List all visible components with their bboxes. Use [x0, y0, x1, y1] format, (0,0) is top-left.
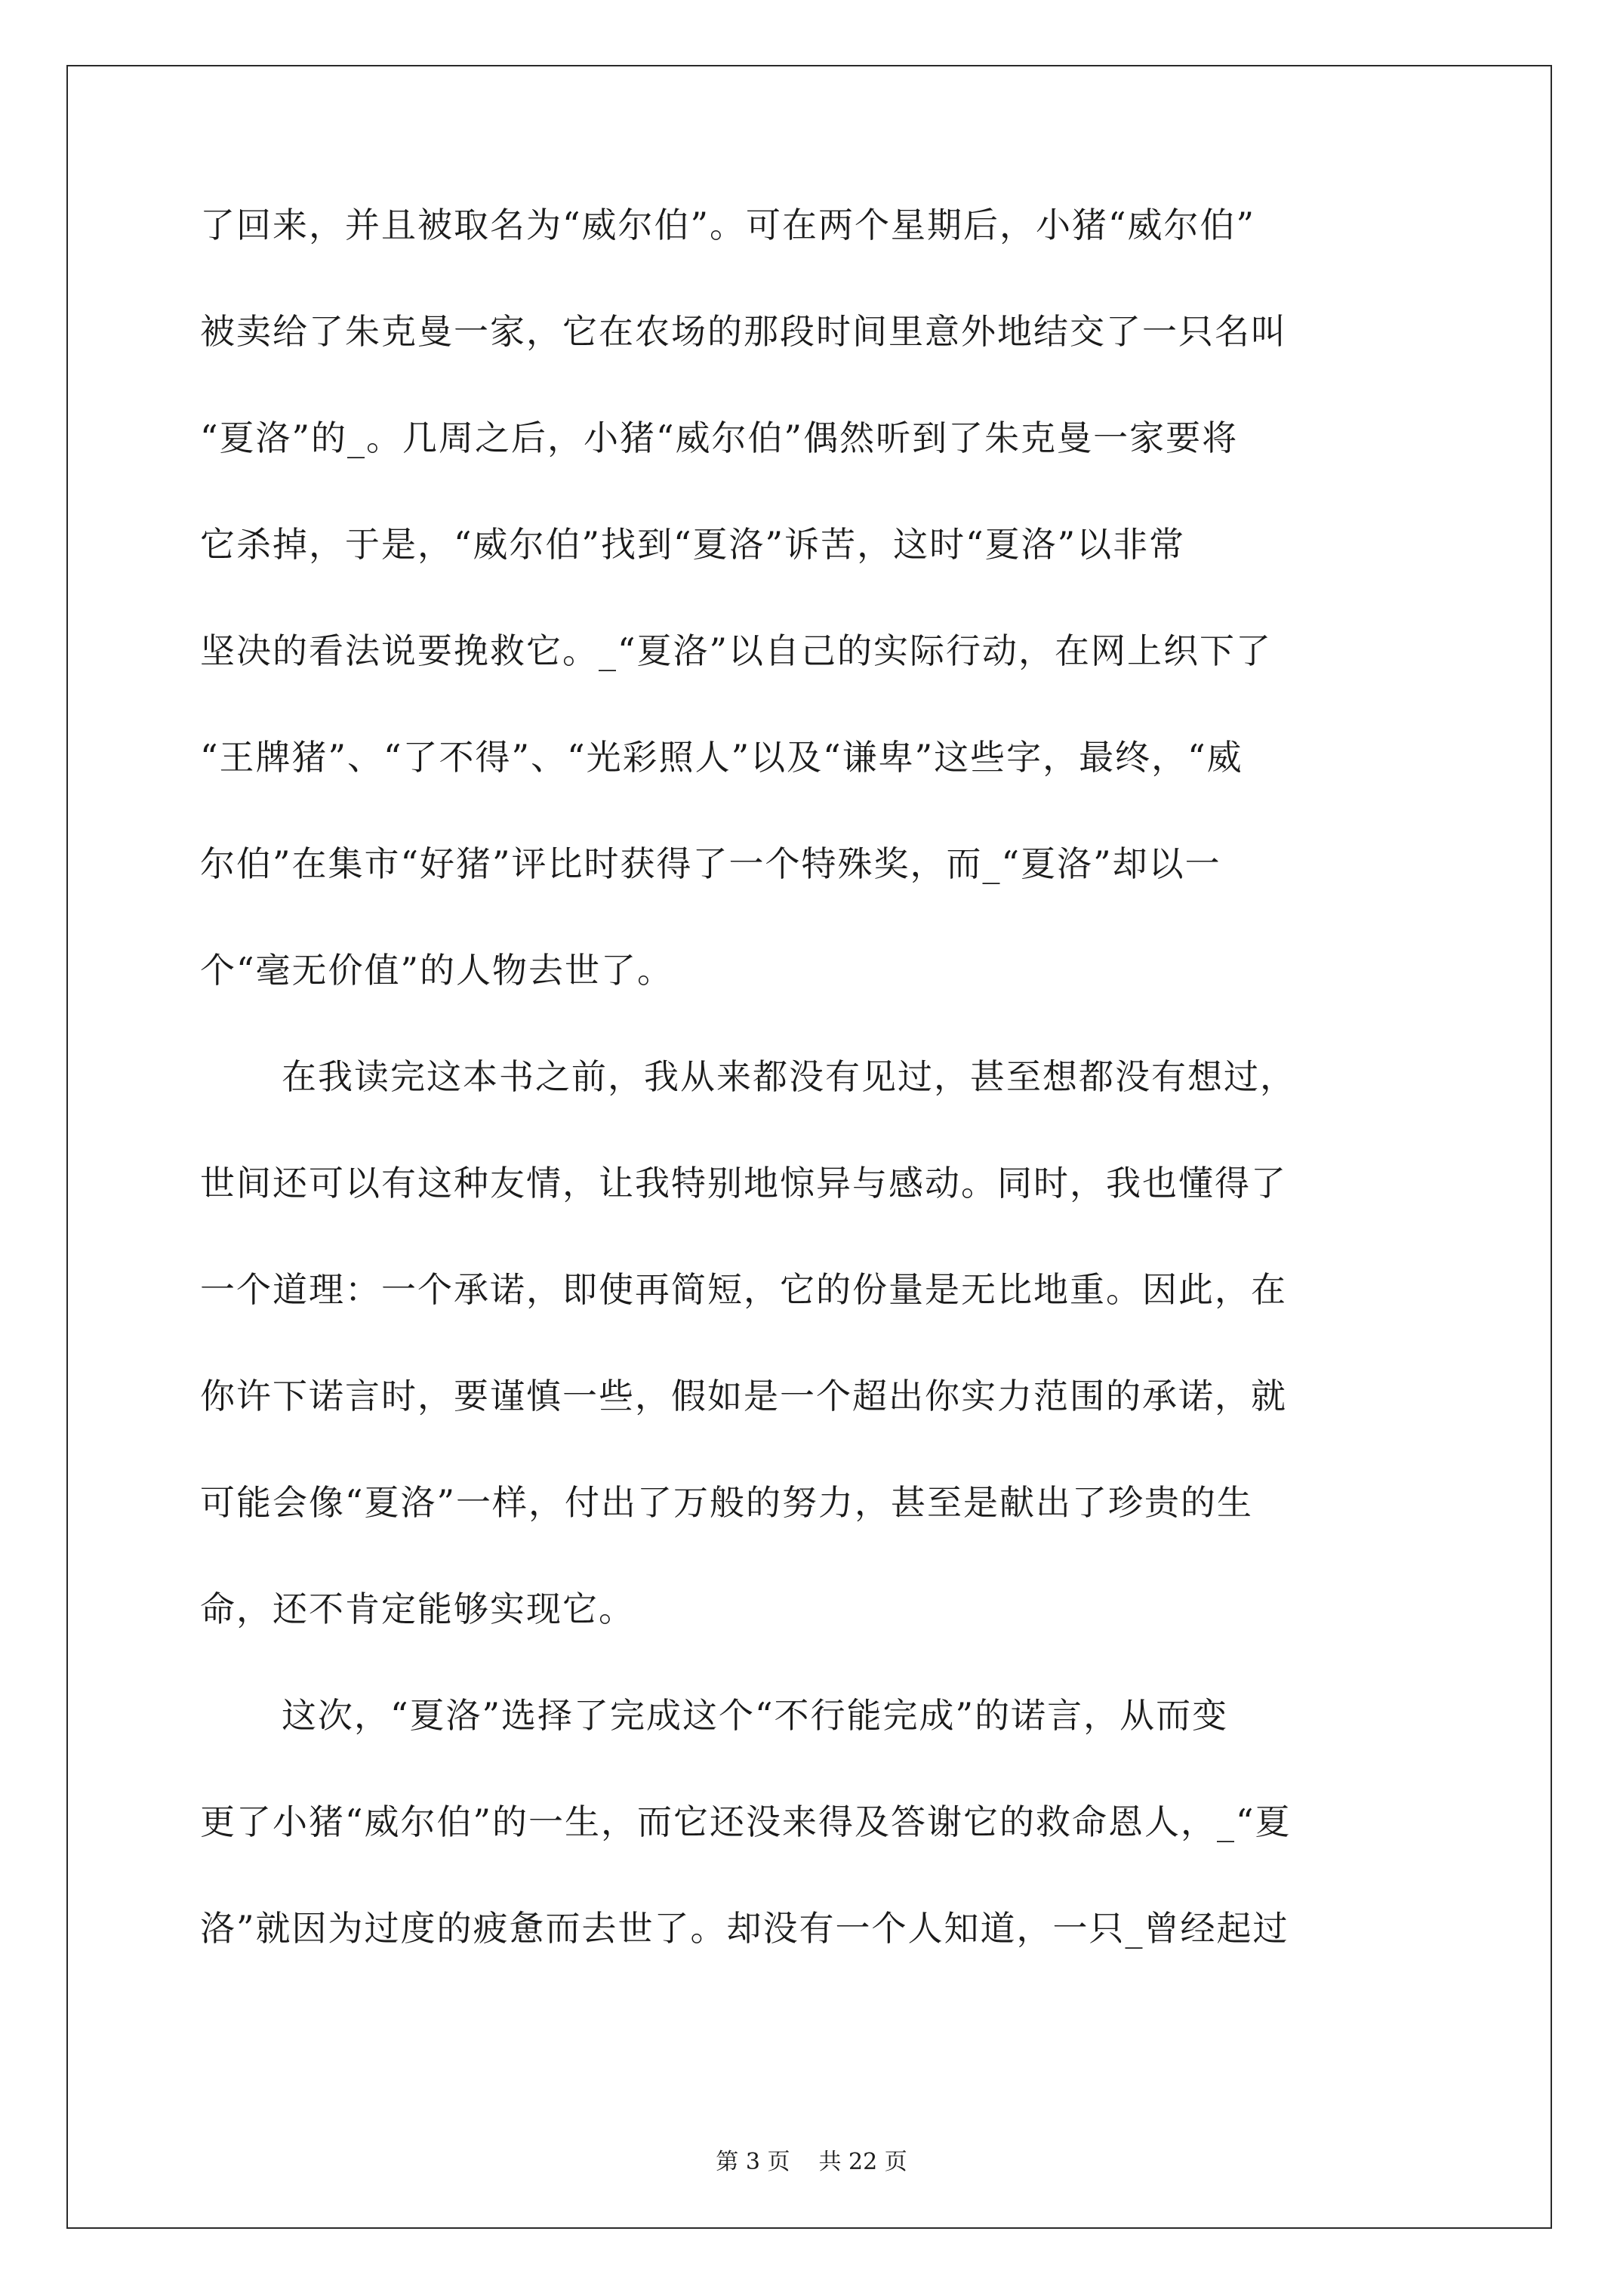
text-line: 它杀掉，于是，“威尔伯”找到“夏洛”诉苦，这时“夏洛”以非常	[200, 524, 1186, 565]
text-line: 命，还不肯定能够实现它。	[200, 1589, 635, 1629]
text-line: 世间还可以有这种友情，让我特别地惊异与感动。同时，我也懂得了	[200, 1163, 1287, 1203]
document-body	[200, 172, 1438, 1982]
text-line: 坚决的看法说要挽救它。_“夏洛”以自己的实际行动，在网上织下了	[200, 630, 1273, 671]
paragraph-first-line: 在我读完这本书之前，我从来都没有见过，甚至想都没有想过，	[282, 1056, 1296, 1097]
paragraph-first-line: 这次，“夏洛”选择了完成这个“不行能完成”的诺言，从而变	[282, 1695, 1229, 1736]
text-line: “王牌猪”、“了不得”、“光彩照人”以及“谦卑”这些字，最终，“威	[200, 737, 1243, 778]
text-line: 洛”就因为过度的疲惫而去世了。却没有一个人知道，一只_曾经起过	[200, 1908, 1289, 1949]
text-line: 个“毫无价值”的人物去世了。	[200, 950, 674, 991]
text-line: “夏洛”的_。几周之后，小猪“威尔伯”偶然听到了朱克曼一家要将	[200, 418, 1239, 458]
text-line: 被卖给了朱克曼一家，它在农场的那段时间里意外地结交了一只名叫	[200, 311, 1287, 352]
text-line: 一个道理：一个承诺，即使再简短，它的份量是无比地重。因此，在	[200, 1269, 1287, 1310]
text-line: 更了小猪“威尔伯”的一生，而它还没来得及答谢它的救命恩人，_“夏	[200, 1801, 1292, 1842]
total-pages: 共 22 页	[818, 2149, 907, 2175]
page-number: 第 3 页	[716, 2149, 790, 2175]
text-line: 了回来，并且被取名为“威尔伯”。可在两个星期后，小猪“威尔伯”	[200, 205, 1256, 245]
page-footer	[0, 2143, 1623, 2176]
text-line: 你许下诺言时，要谨慎一些，假如是一个超出你实力范围的承诺，就	[200, 1376, 1287, 1416]
text-line: 尔伯”在集市“好猪”评比时获得了一个特殊奖，而_“夏洛”却以一	[200, 843, 1221, 884]
text-line: 可能会像“夏洛”一样，付出了万般的努力，甚至是献出了珍贵的生	[200, 1482, 1254, 1523]
